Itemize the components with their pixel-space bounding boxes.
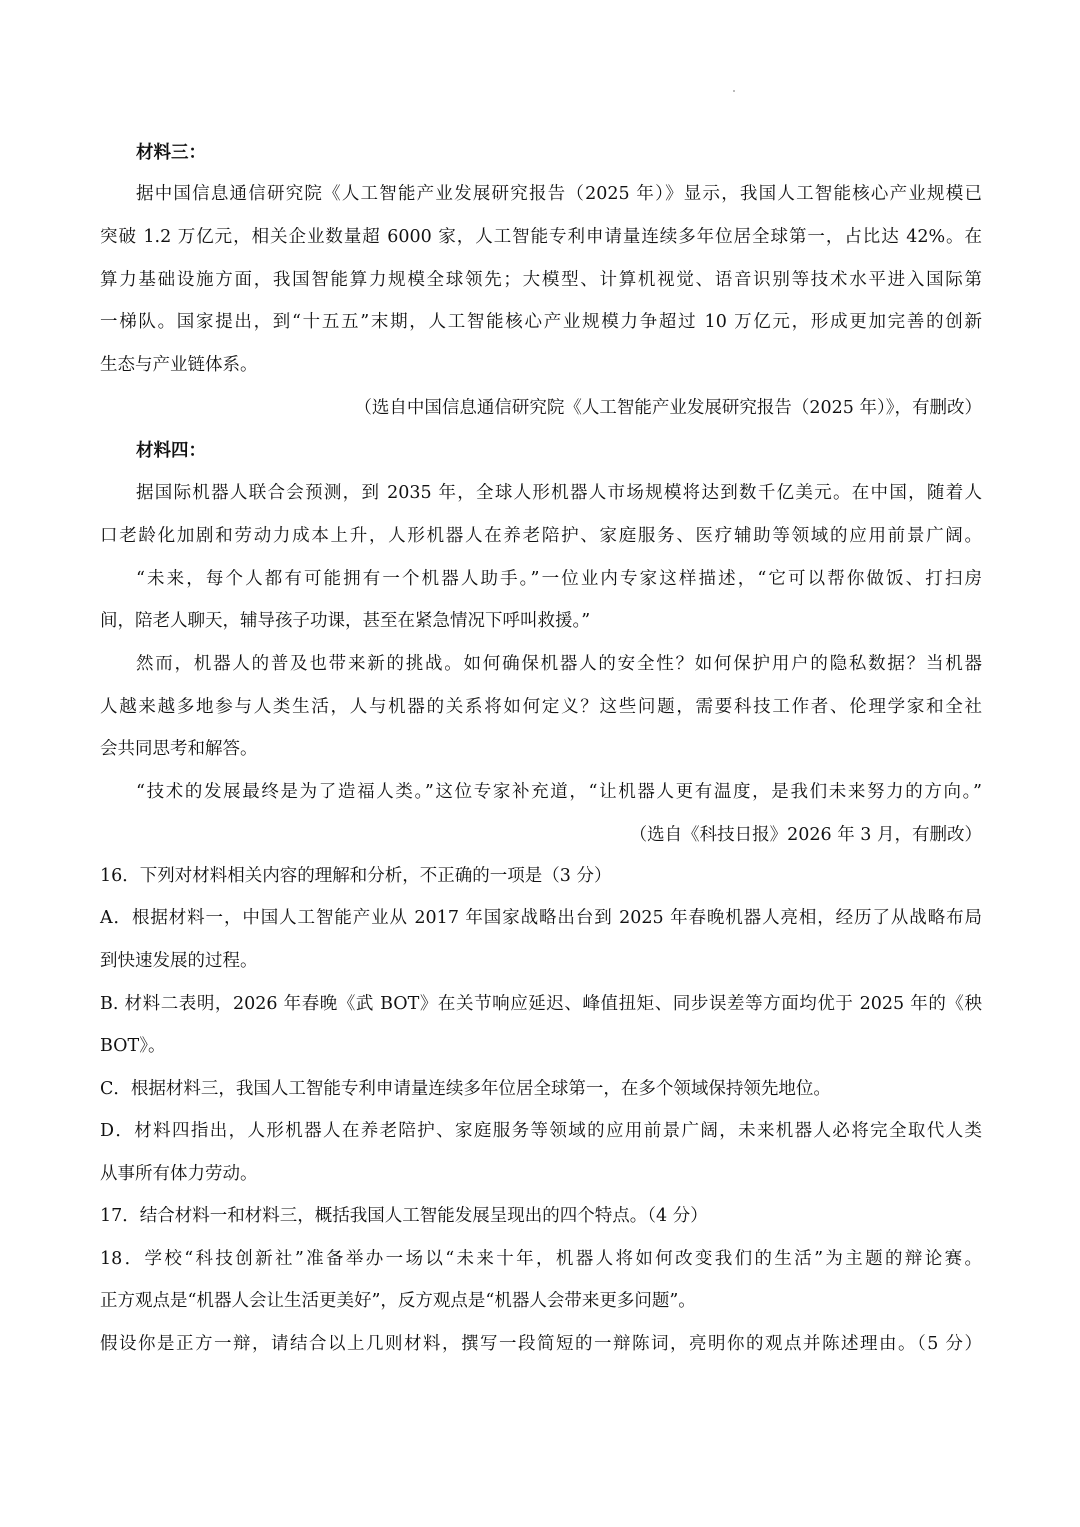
paragraph-line: “未来，每个人都有可能拥有一个机器人助手。”一位业内专家这样描述，“它可以帮你做饭、打扫房 <box>136 569 982 589</box>
material3-heading-line <box>0 136 1080 170</box>
paragraph-line: 一梯队。国家提出，到“十五五”末期，人工智能核心产业规模力争超过 10 万亿元，形成更加完善的创新 <box>100 312 982 332</box>
question-18-line2: 正方观点是“机器人会让生活更美好”，反方观点是“机器人会带来更多问题”。 <box>100 1291 696 1311</box>
question-16: 16．下列对材料相关内容的理解和分析，不正确的一项是（3 分） <box>100 866 612 886</box>
question-18-line3: 假设你是正方一辩，请结合以上几则材料，撰写一段简短的一辩陈词，亮明你的观点并陈述理由。（5 分） <box>100 1334 982 1354</box>
option-c: C．根据材料三，我国人工智能专利申请量连续多年位居全球第一，在多个领域保持领先地位。 <box>100 1079 831 1099</box>
option-a-cont: 到快速发展的过程。 <box>100 951 258 971</box>
question-18: 18．学校“科技创新社”准备举办一场以“未来十年，机器人将如何改变我们的生活”为主题的辩论赛。 <box>100 1249 982 1269</box>
material4-source: （选自《科技日报》2026 年 3 月，有删改） <box>629 825 982 845</box>
material4-source-line <box>0 818 1080 852</box>
paragraph-line: 口老龄化加剧和劳动力成本上升，人形机器人在养老陪护、家庭服务、医疗辅助等领域的应用前景广阔。 <box>100 526 982 546</box>
paragraph-line: 算力基础设施方面，我国智能算力规模全球领先；大模型、计算机视觉、语音识别等技术水平进入国际第 <box>100 270 982 290</box>
question-17: 17．结合材料一和材料三，概括我国人工智能发展呈现出的四个特点。（4 分） <box>100 1206 708 1226</box>
paragraph-line: 据中国信息通信研究院《人工智能产业发展研究报告（2025 年）》显示，我国人工智能核心产业规模已 <box>136 184 982 204</box>
option-b: B. 材料二表明，2026 年春晚《武 BOT》在关节响应延迟、峰值扭矩、同步误差等方面均优于 2025 年的《秧 <box>100 994 982 1014</box>
option-b-cont: BOT》。 <box>100 1036 166 1056</box>
paragraph-line: 会共同思考和解答。 <box>100 739 258 759</box>
paragraph-line: 突破 1.2 万亿元，相关企业数量超 6000 家，人工智能专利申请量连续多年位居全球第一，占比达 42%。在 <box>100 227 982 247</box>
paragraph-line: 人越来越多地参与人类生活，人与机器的关系将如何定义？这些问题，需要科技工作者、伦理学家和全社 <box>100 697 982 717</box>
paragraph-line: 间，陪老人聊天，辅导孩子功课，甚至在紧急情况下呼叫救援。” <box>100 611 591 631</box>
page-speck <box>733 90 735 92</box>
option-d: D．材料四指出，人形机器人在养老陪护、家庭服务等领域的应用前景广阔，未来机器人必将完全取代人类 <box>100 1121 982 1141</box>
material4-heading-line <box>0 434 1080 468</box>
option-a: A．根据材料一，中国人工智能产业从 2017 年国家战略出台到 2025 年春晚机器人亮相，经历了从战略布局 <box>100 908 982 928</box>
option-d-cont: 从事所有体力劳动。 <box>100 1164 258 1184</box>
material4-heading: 材料四： <box>136 441 206 461</box>
paragraph-line: 据国际机器人联合会预测，到 2035 年，全球人形机器人市场规模将达到数千亿美元。在中国，随着人 <box>136 483 982 503</box>
material3-source: （选自中国信息通信研究院《人工智能产业发展研究报告（2025 年）》，有删改） <box>354 398 982 418</box>
paragraph-line: 生态与产业链体系。 <box>100 355 258 375</box>
paragraph-line: “技术的发展最终是为了造福人类。”这位专家补充道，“让机器人更有温度，是我们未来努力的方向。” <box>136 782 982 802</box>
material3-source-line <box>0 391 1080 425</box>
paragraph-line: 然而，机器人的普及也带来新的挑战。如何确保机器人的安全性？如何保护用户的隐私数据？当机器 <box>136 654 982 674</box>
material3-heading: 材料三： <box>136 143 206 163</box>
